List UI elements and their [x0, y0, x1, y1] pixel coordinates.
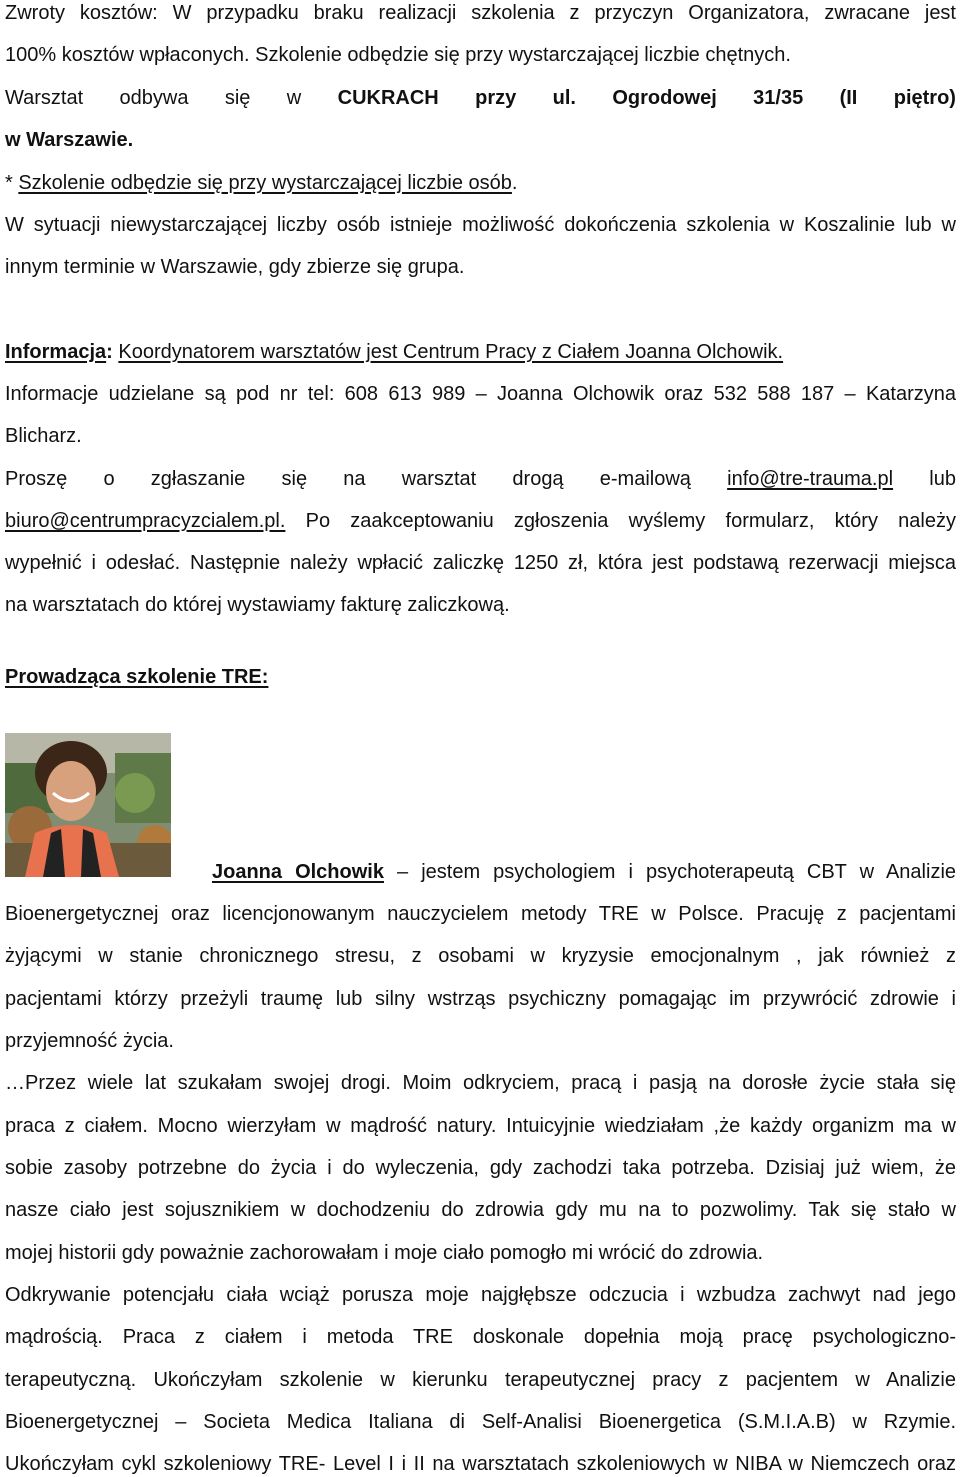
bio-line: …Przez wiele lat szukałam swojej drogi. Moim odkryciem, pracą i pasją na dorosłe życie stała się	[5, 1072, 956, 1094]
email-link-info[interactable]: info@tre-trauma.pl	[727, 468, 894, 490]
email-link-biuro[interactable]: biuro@centrumpracyzcialem.pl.	[5, 510, 286, 532]
phones-line: Blicharz.	[5, 425, 82, 447]
apply-word: Proszę	[5, 468, 68, 490]
bio-line: pacjentami którzy przeżyli traumę lub silny wstrząs psychiczny pomagając im przywrócić zdrowie i	[5, 988, 956, 1010]
trainer-name: Joanna Olchowik	[212, 861, 384, 883]
trainer-heading-text: Prowadząca szkolenie TRE:	[5, 666, 269, 688]
bio-line: żyjącymi w stanie chronicznego stresu, z osobami w kryzysie emocjonalnym , jak również z	[5, 945, 956, 967]
trainer-intro-line	[212, 859, 956, 885]
bio-line: Bioenergetycznej oraz licencjonowanym nauczycielem metody TRE w Polsce. Pracuję z pacjentami	[5, 903, 956, 925]
refund-text-line: Zwroty kosztów: W przypadku braku realizacji szkolenia z przyczyn Organizatora, zwracane jest	[5, 2, 956, 24]
trainer-photo	[5, 733, 171, 877]
apply-word: na	[343, 468, 366, 490]
venue-word: odbywa	[119, 87, 189, 109]
apply-word: drogą	[512, 468, 564, 490]
apply-word: zgłaszanie	[150, 468, 246, 490]
venue-city: w Warszawie.	[5, 129, 134, 151]
apply-line	[5, 466, 956, 492]
venue-word: się	[224, 87, 251, 109]
phones-line: Informacje udzielane są pod nr tel: 608 613 989 – Joanna Olchowik oraz 532 588 187 – Katarzyna	[5, 383, 956, 405]
venue-line	[5, 85, 956, 111]
bio-line: mądrością. Praca z ciałem i metoda TRE doskonale dopełnia moją pracę psychologiczno-	[5, 1326, 956, 1348]
apply-line: na warsztatach do której wystawiamy fakturę zaliczkową.	[5, 594, 510, 616]
info-label: Informacja	[5, 341, 107, 363]
bio-line: terapeutyczną. Ukończyłam szkolenie w kierunku terapeutycznej pracy z pacjentem w Analizie	[5, 1369, 956, 1391]
note-star: *	[5, 172, 19, 194]
note-text-line: innym terminie w Warszawie, gdy zbierze się grupa.	[5, 256, 465, 278]
venue-word: przy	[475, 87, 517, 109]
apply-word: się	[281, 468, 308, 490]
bio-line: Bioenergetycznej – Societa Medica Italiana di Self-Analisi Bioenergetica (S.M.I.A.B) w Rzymie.	[5, 1411, 956, 1433]
bio-line: nasze ciało jest sojusznikiem w dochodzeniu do zdrowia gdy mu na to pozwolimy. Tak się stało w	[5, 1199, 956, 1221]
venue-word: w	[286, 87, 302, 109]
trainer-intro-text: – jestem psychologiem i psychoterapeutą CBT w Analizie	[383, 861, 957, 883]
apply-line	[5, 508, 956, 534]
bio-line: mojej historii gdy poważnie zachorowałam i moje ciało pomogło mi wrócić do zdrowia.	[5, 1242, 764, 1264]
venue-word: piętro)	[893, 87, 956, 109]
venue-word: (II	[839, 87, 858, 109]
apply-line: wypełnić i odesłać. Następnie należy wpłacić zaliczkę 1250 zł, która jest podstawą rezerwacji miejsca	[5, 552, 956, 574]
info-colon: :	[106, 341, 119, 363]
apply-word: e-mailową	[599, 468, 691, 490]
apply-word: warsztat	[401, 468, 477, 490]
apply-text: Po zaakceptowaniu zgłoszenia wyślemy formularz, który należy	[285, 510, 956, 532]
bio-line: sobie zasoby potrzebne do życia i do wyleczenia, gdy zachodzi taka potrzeba. Dzisiaj już wiem, że	[5, 1157, 956, 1179]
min-participants-link[interactable]: Szkolenie odbędzie się przy wystarczającej liczbie osób	[18, 172, 512, 194]
apply-word: lub	[929, 468, 956, 490]
bio-line: praca z ciałem. Mocno wierzyłam w mądrość natury. Intuicyjnie wiedziałam ,że każdy organizm ma w	[5, 1115, 956, 1137]
venue-word: 31/35	[753, 87, 804, 109]
venue-word: CUKRACH	[337, 87, 439, 109]
venue-word: Ogrodowej	[612, 87, 717, 109]
trainer-heading	[5, 664, 956, 690]
note-text-line: W sytuacji niewystarczającej liczby osób istnieje możliwość dokończenia szkolenia w Koszalinie lub w	[5, 214, 956, 236]
bio-line: Odkrywanie potencjału ciała wciąż porusza moje najgłębsze odczucia i wzbudza zachwyt nad jego	[5, 1284, 956, 1306]
venue-word: Warsztat	[5, 87, 84, 109]
refund-text-line: 100% kosztów wpłaconych. Szkolenie odbędzie się przy wystarczającej liczbie chętnych.	[5, 44, 791, 66]
coordinator-link[interactable]: Koordynatorem warsztatów jest Centrum Pracy z Ciałem Joanna Olchowik.	[118, 341, 784, 363]
bio-line: przyjemność życia.	[5, 1030, 174, 1052]
min-participants-note	[5, 170, 956, 196]
apply-word: o	[103, 468, 115, 490]
venue-word: ul.	[552, 87, 576, 109]
bio-line: Ukończyłam cykl szkoleniowy TRE- Level I i II na warsztatach szkoleniowych w NIBA w Niemczech oraz	[5, 1453, 956, 1475]
note-dot: .	[511, 172, 518, 194]
info-coordinator-line	[5, 339, 956, 365]
